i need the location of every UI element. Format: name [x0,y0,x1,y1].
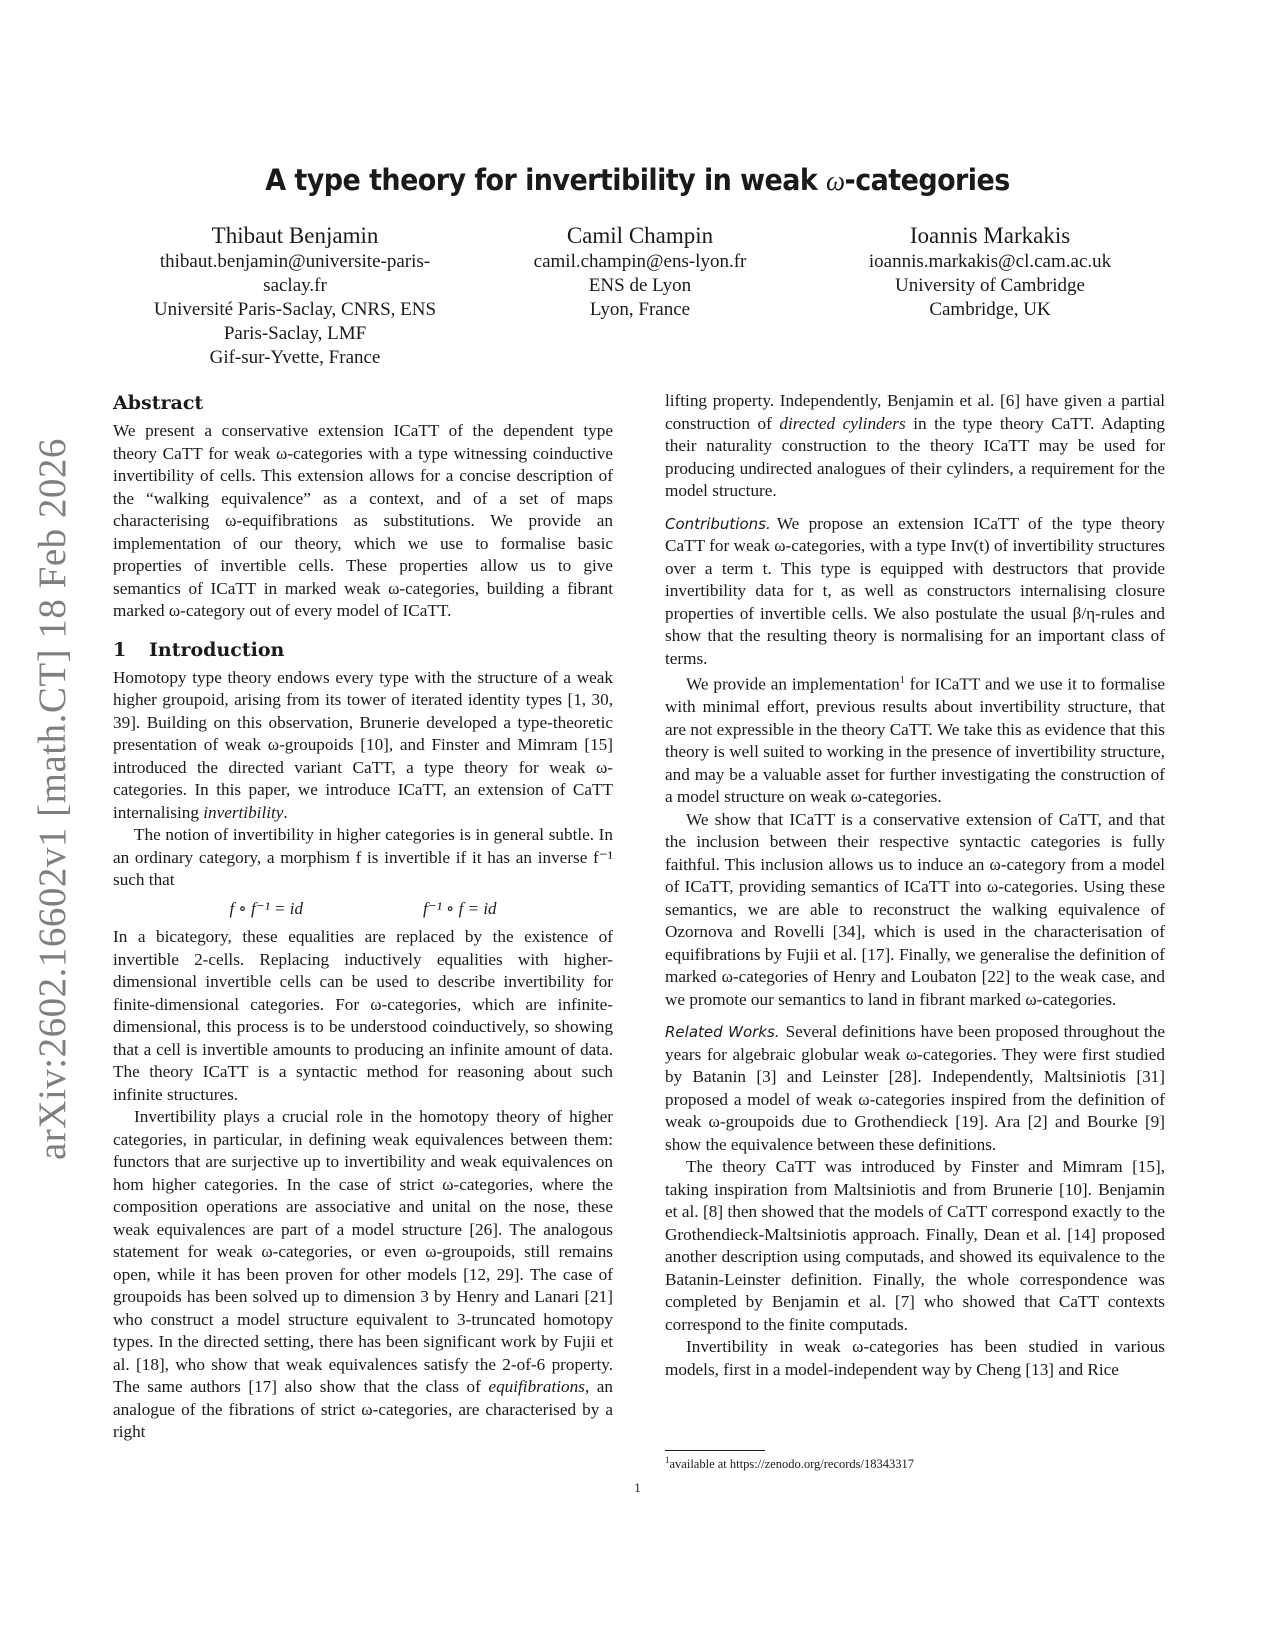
page-number: 1 [634,1480,641,1495]
author-affiliation: University of Cambridge [895,275,1085,296]
author-affiliation: Université Paris-Saclay, CNRS, ENS [153,299,437,320]
display-equation [113,898,613,921]
footnote-mark: 1 [665,1455,670,1465]
paragraph-text: We provide an implementation [686,674,900,694]
section-number: 1 [113,638,127,661]
intro-paragraph-9: Invertibility in weak ω-categories has been studied in various models, first in a model-independent way by Cheng [13] and Rice [665,1337,1165,1379]
runin-heading-contributions: Contributions. [665,514,771,533]
author-email[interactable]: thibaut.benjamin@universite-paris- [159,251,431,272]
author-name: Camil Champin [566,223,714,248]
title-text: A type theory for invertibility in weak [265,163,827,197]
equation-right: f⁻¹ ∘ f = id [423,898,497,918]
paragraph-text: , an analogue of the fibrations of strict ω-categories, are characterised by a right [113,1377,613,1441]
paragraph-text: in the type theory CaTT. Adapting their naturality construction to the theory ICaTT may be used for producing undirected analogues of their cylinders, a requirement for the model structure. [665,413,1165,500]
runin-heading-related-works: Related Works. [665,1023,780,1042]
intro-paragraph-2: The notion of invertibility in higher categories is in general subtle. In an ordinary category, a morphism f is invertible if it has an inverse f⁻¹ such that [113,825,613,889]
equation-left: f ∘ f⁻¹ = id [229,898,303,918]
emphasis: equifibrations [488,1377,585,1396]
footnote-divider [665,1450,765,1451]
author-location: Lyon, France [589,299,691,320]
paragraph-text: Homotopy type theory endows every type with the structure of a weak higher groupoid, arising from its tower of iterated identity types [1, 30, 39]. Building on this observation, Brunerie developed a type-theoretic presentation of weak ω-groupoids [10], and Finster and Mimram [15] introduced the directed variant CaTT, a type theory for weak ω-categories. In this paper, we introduce ICaTT, an extension of CaTT internalising [113,667,613,822]
emphasis: invertibility [203,802,284,822]
section-heading-introduction [113,637,613,663]
paragraph-text: lifting property. Independently, Benjamin et al. [6] have given a partial construction of [665,391,1165,433]
paragraph-text: Invertibility plays a crucial role in the homotopy theory of higher categories, in particular, in defining weak equivalences between them: functors that are surjective up to invertibility and weak equivalences on hom higher categories. In the case of strict ω-categories, where the composition operations are associative and unital on the nose, these weak equivalences are part of a model structure [26]. The analogous statement for weak ω-categories, or even ω-groupoids, still remains open, while it has been proven for other models [12, 29]. The case of groupoids has been solved up to dimension 3 by Henry and Lanari [21] who construct a model structure equivalent to 3-truncated homotopy types. In the directed setting, there has been significant work by Fujii et al. [18], who show that weak equivalences satisfy the 2-of-6 property. The same authors [17] also show that the class of [113,1107,613,1396]
author-name: Thibaut Benjamin [211,223,379,248]
author-email[interactable]: ioannis.markakis@cl.cam.ac.uk [868,251,1112,272]
intro-paragraph-1 [113,667,613,825]
intro-paragraph-6 [665,670,1165,809]
author-champin [480,222,800,322]
author-location: Gif-sur-Yvette, France [209,347,381,368]
arxiv-identifier-stamp: arXiv:2602.16602v1 [math.CT] 18 Feb 2026 [31,438,74,1160]
author-location: Cambridge, UK [929,299,1051,320]
paragraph-text: . [283,802,288,822]
paper-title [45,163,1231,198]
abstract-heading: Abstract [113,392,204,414]
section-title: Introduction [149,638,285,661]
footnote-text[interactable]: available at https://zenodo.org/records/18343317 [669,1457,915,1472]
intro-paragraph-5 [665,390,1165,503]
paragraph-text: Several definitions have been proposed throughout the years for algebraic globular weak ω-categories. They were first studied by Batanin [3] and Leinster [28]. Independently, Maltsiniotis [31] proposed a model of weak ω-categories inspired from the definition of weak ω-groupoids due to Grothendieck [19]. Ara [2] and Bourke [9] show the equivalence between these definitions. [665,1022,1165,1154]
author-affiliation-cont: Paris-Saclay, LMF [223,323,367,344]
author-email-cont[interactable]: saclay.fr [263,275,327,296]
intro-paragraph-4 [113,1106,613,1444]
contributions-paragraph [665,513,1165,671]
author-benjamin [135,222,455,370]
footnote-marker[interactable]: 1 [899,675,905,686]
intro-paragraph-8: The theory CaTT was introduced by Finster and Mimram [15], taking inspiration from Maltsiniotis and from Brunerie [10]. Benjamin et al. [8] then showed that the models of CaTT correspond exactly to the Grothendieck-Maltsiniotis approach. Finally, Dean et al. [14] proposed another description using computads, and showed its equivalence to the Batanin-Leinster definition. Finally, the whole correspondence was completed by Benjamin et al. [7] who showed that CaTT contexts correspond to the finite computads. [665,1157,1165,1334]
paragraph-text: We propose an extension ICaTT of the type theory CaTT for weak ω-categories, with a type Inv(t) of invertibility structures over a term t. This type is equipped with destructors that provide invertibility data for t, as well as constructors internalising closure properties of invertible cells. We also postulate the usual β/η-rules and show that the resulting theory is normalising for an important class of terms. [665,513,1165,668]
title-text-end: -categories [844,163,1010,197]
author-affiliation: ENS de Lyon [588,275,692,296]
footnote [665,1455,914,1472]
author-markakis [830,222,1150,322]
emphasis: directed cylinders [779,413,906,433]
related-works-paragraph [665,1021,1165,1156]
title-omega: ω [826,165,845,197]
author-email[interactable]: camil.champin@ens-lyon.fr [533,251,747,272]
intro-paragraph-3: In a bicategory, these equalities are replaced by the existence of invertible 2-cells. Replacing inductively equalities with higher-dimensional invertible cells can be used to describe invertibility for finite-dimensional categories. For ω-categories, which are infinite-dimensional, this process is to be understood coinductively, so showing that a cell is invertible amounts to producing an infinite amount of data. The theory ICaTT is a syntactic method for reasoning about such infinite structures. [113,927,613,1104]
right-column [665,390,1165,1381]
left-column [113,390,613,1444]
intro-paragraph-7: We show that ICaTT is a conservative extension of CaTT, and that the inclusion between their respective syntactic categories is fully faithful. This inclusion allows us to induce an ω-category from a model of ICaTT, providing semantics of ICaTT into ω-categories. Using these semantics, we are able to reconstruct the walking equivalence of Ozornova and Rovelli [34], which is used in the characterisation of equifibrations by Fujii et al. [17]. Finally, we generalise the definition of marked ω-categories of Henry and Loubaton [22] to the weak case, and we promote our semantics to land in fibrant marked ω-categories. [665,809,1165,1009]
paragraph-text: for ICaTT and we use it to formalise with minimal effort, previous results about invertibility structure, that are not expressible in the theory CaTT. We take this as evidence that this theory is well suited to working in the presence of invertibility structure, and may be a valuable asset for further investigating the construction of a model structure on weak ω-categories. [665,674,1166,807]
abstract-text: We present a conservative extension ICaTT of the dependent type theory CaTT for weak ω-categories with a type witnessing coinductive invertibility of cells. This extension allows for a concise description of the “walking equivalence” as a context, and of a set of maps characterising ω-equifibrations as substitutions. We provide an implementation of our theory, which we use to formalise basic properties of invertible cells. These properties allow us to give semantics of ICaTT in marked weak ω-categories, building a fibrant marked ω-category out of every model of ICaTT. [113,421,613,620]
author-name: Ioannis Markakis [909,223,1071,248]
